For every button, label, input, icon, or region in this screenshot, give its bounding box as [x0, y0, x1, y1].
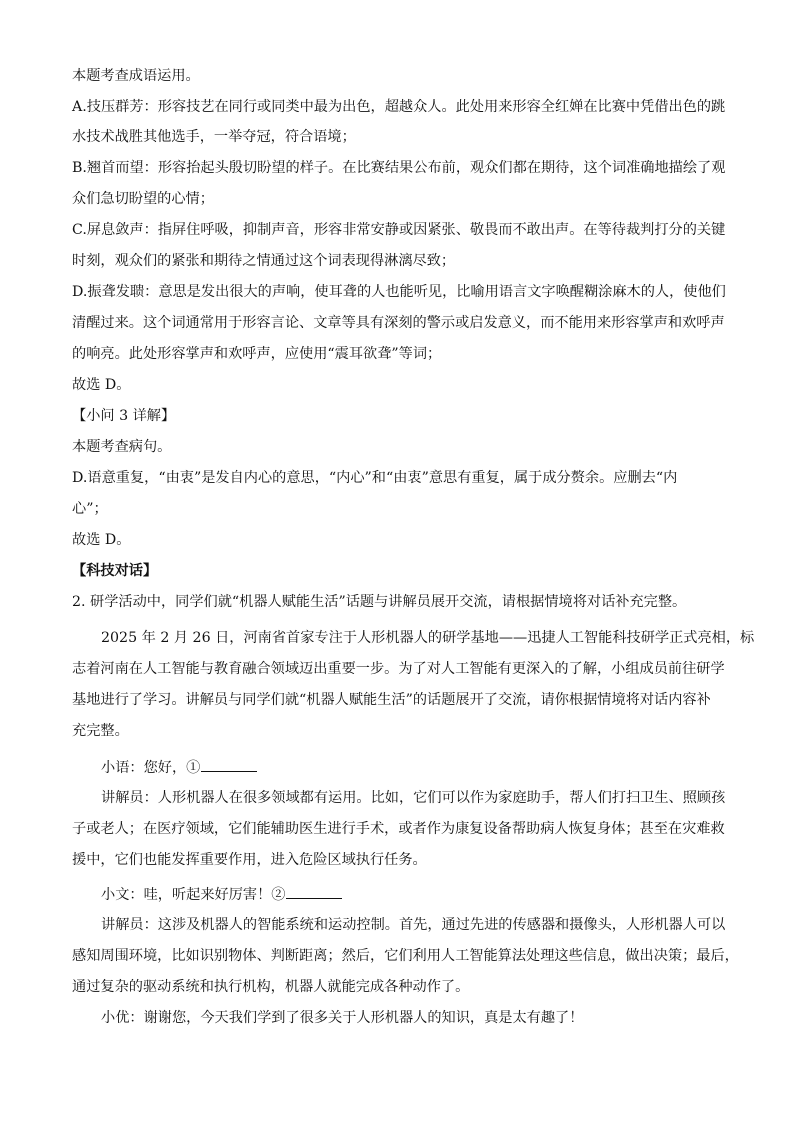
answer-blank-2[interactable] [286, 884, 342, 899]
option-a-line-2: 水技术战胜其他选手，一举夺冠，符合语境； [72, 129, 356, 145]
option-c-line-1: C.屏息敛声：指屏住呼吸，抑制声音，形容非常安静或因紧张、敬畏而不敢出声。在等待裁判打分的关键 [72, 222, 726, 238]
answer-2: 故选 D。 [72, 532, 131, 548]
dialogue-guide-2-line-2: 感知周围环境，比如识别物体、判断距离；然后，它们利用人工智能算法处理这些信息，做出决策；最后， [72, 948, 739, 964]
option-b-line-2: 众们急切盼望的心情； [72, 191, 214, 207]
answer-blank-1[interactable] [201, 757, 257, 772]
question-3-d-line-1: D.语意重复，“由衷”是发自内心的意思，“内心”和“由衷”意思有重复，属于成分赘余。应删去“内 [72, 470, 678, 486]
question-2-prompt: 2. 研学活动中，同学们就“机器人赋能生活”话题与讲解员展开交流，请根据情境将对话补充完整。 [72, 594, 687, 610]
option-d-line-3: 的响亮。此处形容掌声和欢呼声，应使用“震耳欲聋”等词； [72, 346, 442, 362]
dialogue-xiaoyou: 小优：谢谢您，今天我们学到了很多关于人形机器人的知识，真是太有趣了！ [101, 1010, 584, 1026]
option-c-line-2: 时刻，观众们的紧张和期待之情通过这个词表现得淋漓尽致； [72, 253, 456, 269]
option-d-line-1: D.振聋发聩：意思是发出很大的声响，使耳聋的人也能听见，比喻用语言文字唤醒糊涂麻木的人，使他们 [72, 284, 726, 300]
dialogue-xiaoyu [101, 757, 257, 778]
dialogue-xiaowen [101, 884, 342, 905]
question-3-d-line-2: 心”； [72, 501, 108, 517]
context-line-4: 充完整。 [72, 723, 129, 739]
option-a-line-1: A.技压群芳：形容技艺在同行或同类中最为出色，超越众人。此处用来形容全红婵在比赛中凭借出色的跳 [72, 99, 726, 115]
question-3-intro: 本题考查病句。 [72, 439, 172, 455]
dialogue-xiaoyu-text: 小语：您好，① [101, 760, 201, 776]
section-heading: 【科技对话】 [72, 563, 158, 579]
question-3-header: 【小问 3 详解】 [72, 408, 176, 424]
dialogue-xiaowen-text: 小文：哇，听起来好厉害！② [101, 887, 286, 903]
option-d-line-2: 清醒过来。这个词通常用于形容言论、文章等具有深刻的警示或启发意义，而不能用来形容掌声和欢呼声 [72, 315, 725, 331]
context-line-2: 志着河南在人工智能与教育融合领域迈出重要一步。为了对人工智能有更深入的了解，小组成员前往研学 [72, 661, 725, 677]
context-line-1: 2025 年 2 月 26 日，河南省首家专注于人形机器人的研学基地——迅捷人工智能科技研学正式亮相，标 [101, 630, 755, 646]
option-b-line-1: B.翘首而望：形容抬起头殷切盼望的样子。在比赛结果公布前，观众们都在期待，这个词准确地描绘了观 [72, 160, 726, 176]
dialogue-guide-1-line-2: 子或老人；在医疗领域，它们能辅助医生进行手术，或者作为康复设备帮助病人恢复身体；甚至在灾难救 [72, 821, 725, 837]
context-line-3: 基地进行了学习。讲解员与同学们就“机器人赋能生活”的话题展开了交流，请你根据情境将对话内容补 [72, 692, 711, 708]
answer-1: 故选 D。 [72, 377, 131, 393]
analysis-intro: 本题考查成语运用。 [72, 68, 200, 84]
dialogue-guide-2-line-1: 讲解员：这涉及机器人的智能系统和运动控制。首先，通过先进的传感器和摄像头，人形机器人可以 [101, 917, 726, 933]
dialogue-guide-1-line-1: 讲解员：人形机器人在很多领域都有运用。比如，它们可以作为家庭助手，帮人们打扫卫生、照顾孩 [101, 790, 726, 806]
dialogue-guide-1-line-3: 援中，它们也能发挥重要作用，进入危险区域执行任务。 [72, 852, 427, 868]
dialogue-guide-2-line-3: 通过复杂的驱动系统和执行机构，机器人就能完成各种动作了。 [72, 979, 470, 995]
